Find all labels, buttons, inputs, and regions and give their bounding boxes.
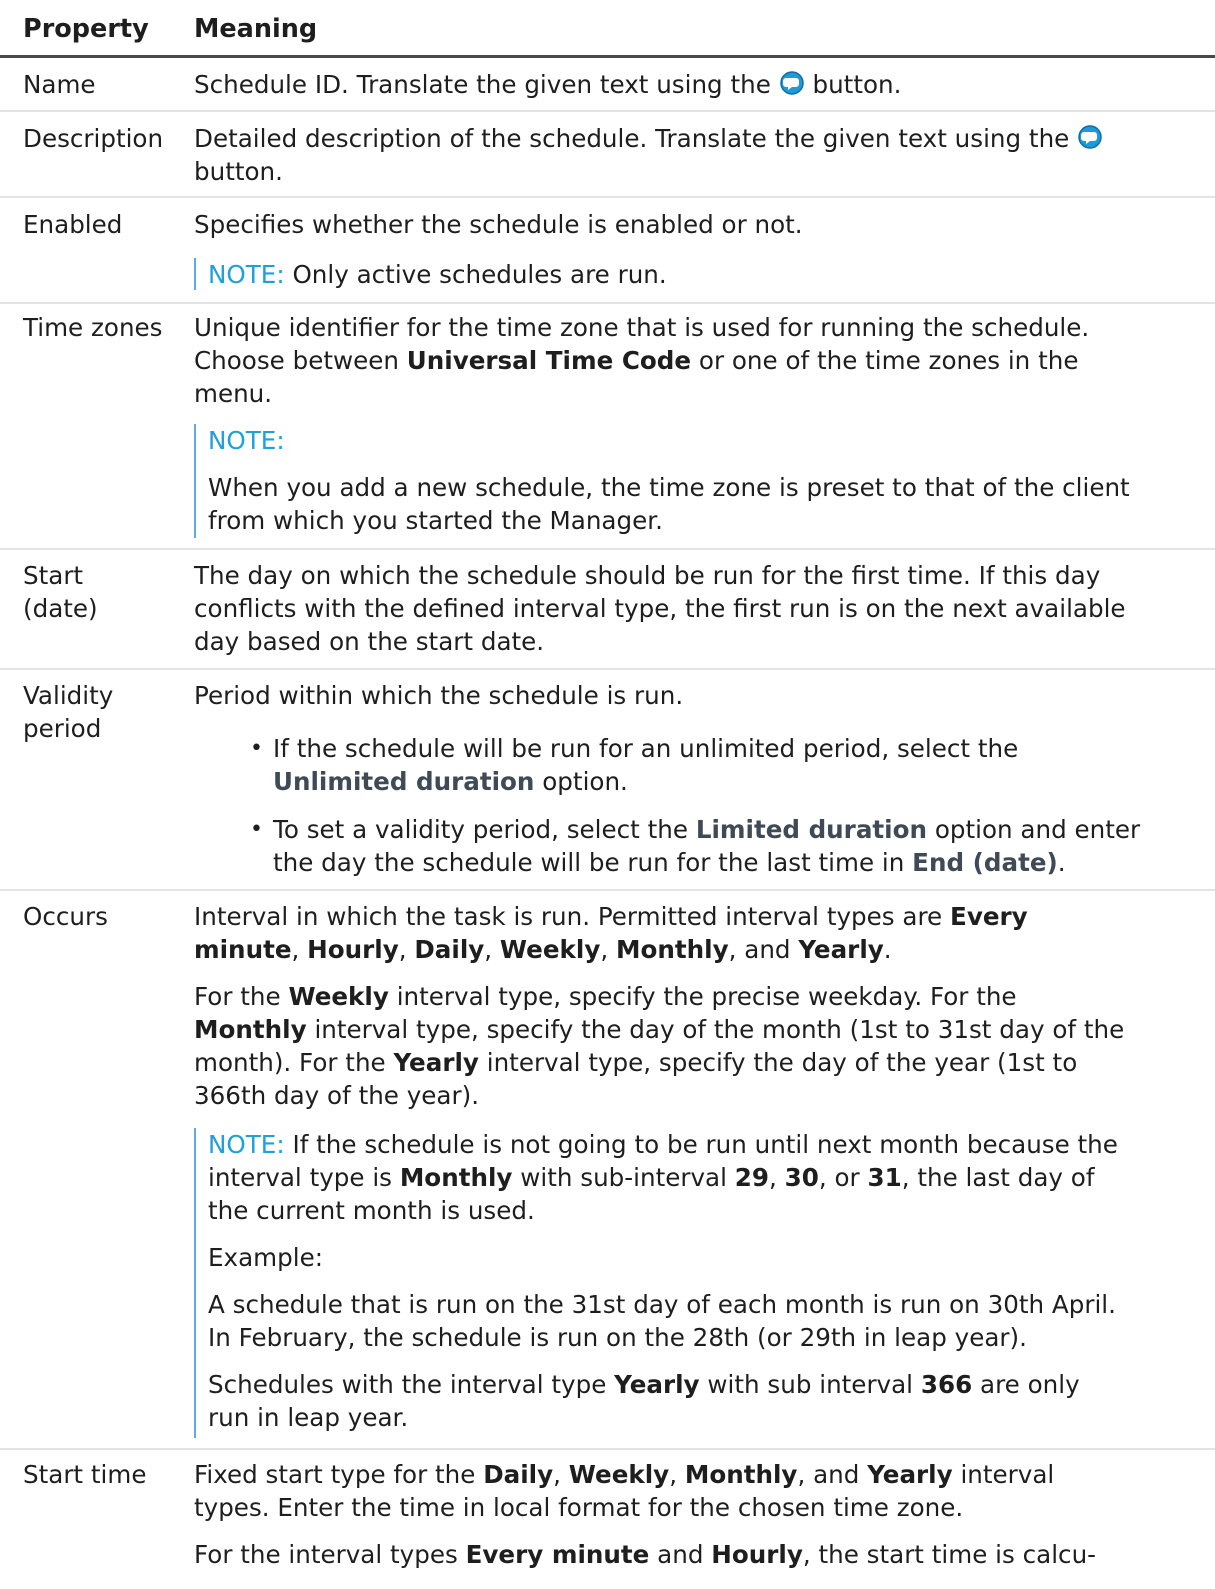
list-item: • If the schedule will be run for an unlimited period, select the Unlimited duration option. [250, 734, 1019, 796]
row-divider [0, 668, 1215, 670]
prop-validity-period: Validity period [23, 681, 114, 743]
note-label: NOTE: [208, 260, 285, 289]
prop-occurs: Occurs [23, 902, 108, 931]
meaning-time-zones: Unique identifier for the time zone that is used for running the schedule. Choose between Universal Time Code or one of the time zones in the menu. [194, 313, 1090, 408]
prop-enabled: Enabled [23, 210, 123, 239]
prop-name: Name [23, 70, 96, 99]
row-divider [0, 548, 1215, 550]
prop-start-date: Start (date) [23, 561, 98, 623]
header-meaning: Meaning [194, 14, 318, 44]
prop-time-zones: Time zones [23, 313, 163, 342]
note-time-zones: NOTE: When you add a new schedule, the time zone is preset to that of the client from which you started the Manager. [194, 424, 1204, 538]
row-divider [0, 1448, 1215, 1450]
meaning-enabled: Specifies whether the schedule is enabled or not. [194, 210, 803, 239]
meaning-start-date: The day on which the schedule should be run for the first time. If this day conflicts with the defined interval type, the first run is on the next available day based on the start date. [194, 561, 1126, 656]
note-enabled: NOTE: Only active schedules are run. [194, 258, 1204, 290]
meaning-name: Schedule ID. Translate the given text using the button. [194, 70, 902, 99]
row-divider [0, 110, 1215, 112]
meaning-validity-period: Period within which the schedule is run. [194, 681, 684, 710]
prop-description: Description [23, 124, 164, 153]
meaning-description: Detailed description of the schedule. Translate the given text using the button. [194, 122, 1204, 188]
row-divider [0, 196, 1215, 198]
note-label: NOTE: [208, 1130, 285, 1159]
row-divider [0, 302, 1215, 304]
meaning-occurs: Interval in which the task is run. Permitted interval types are Every minute, Hourly, Daily, Weekly, Monthly, and Yearly. For the Weekly interval type, specify the precise weekday. For the Monthly interval type, specify the day of the month (1st to 31st day of the month). For the Yearly interval type, specify the day of the year (1st to 366th day of the year). [194, 902, 1125, 1110]
prop-start-time: Start time [23, 1460, 147, 1489]
list-item: • To set a validity period, select the Limited duration option and enter the day the schedule will be run for the last time in End (date). [250, 815, 1141, 877]
row-divider [0, 889, 1215, 891]
meaning-start-time: Fixed start type for the Daily, Weekly, Monthly, and Yearly interval types. Enter the time in local format for the chosen time zone. For the interval types Every minute and Hourly, the start time is calcu- [194, 1460, 1097, 1569]
table-header [0, 0, 1215, 58]
header-property: Property [23, 14, 149, 44]
note-occurs: NOTE: If the schedule is not going to be run until next month because the interval type is Monthly with sub-interval 29, 30, or 31, the last day of the current month is used. Example: A schedule that is run on the 31st day of each month is run on 30th April. In February, the schedule is run on the 28th (or 29th in leap year). Schedules with the interval type Yearly with sub interval 366 are only run in leap year. [194, 1128, 1204, 1438]
translate-globe-icon[interactable] [1077, 124, 1103, 150]
translate-globe-icon[interactable] [779, 70, 805, 96]
note-label: NOTE: [208, 426, 285, 455]
